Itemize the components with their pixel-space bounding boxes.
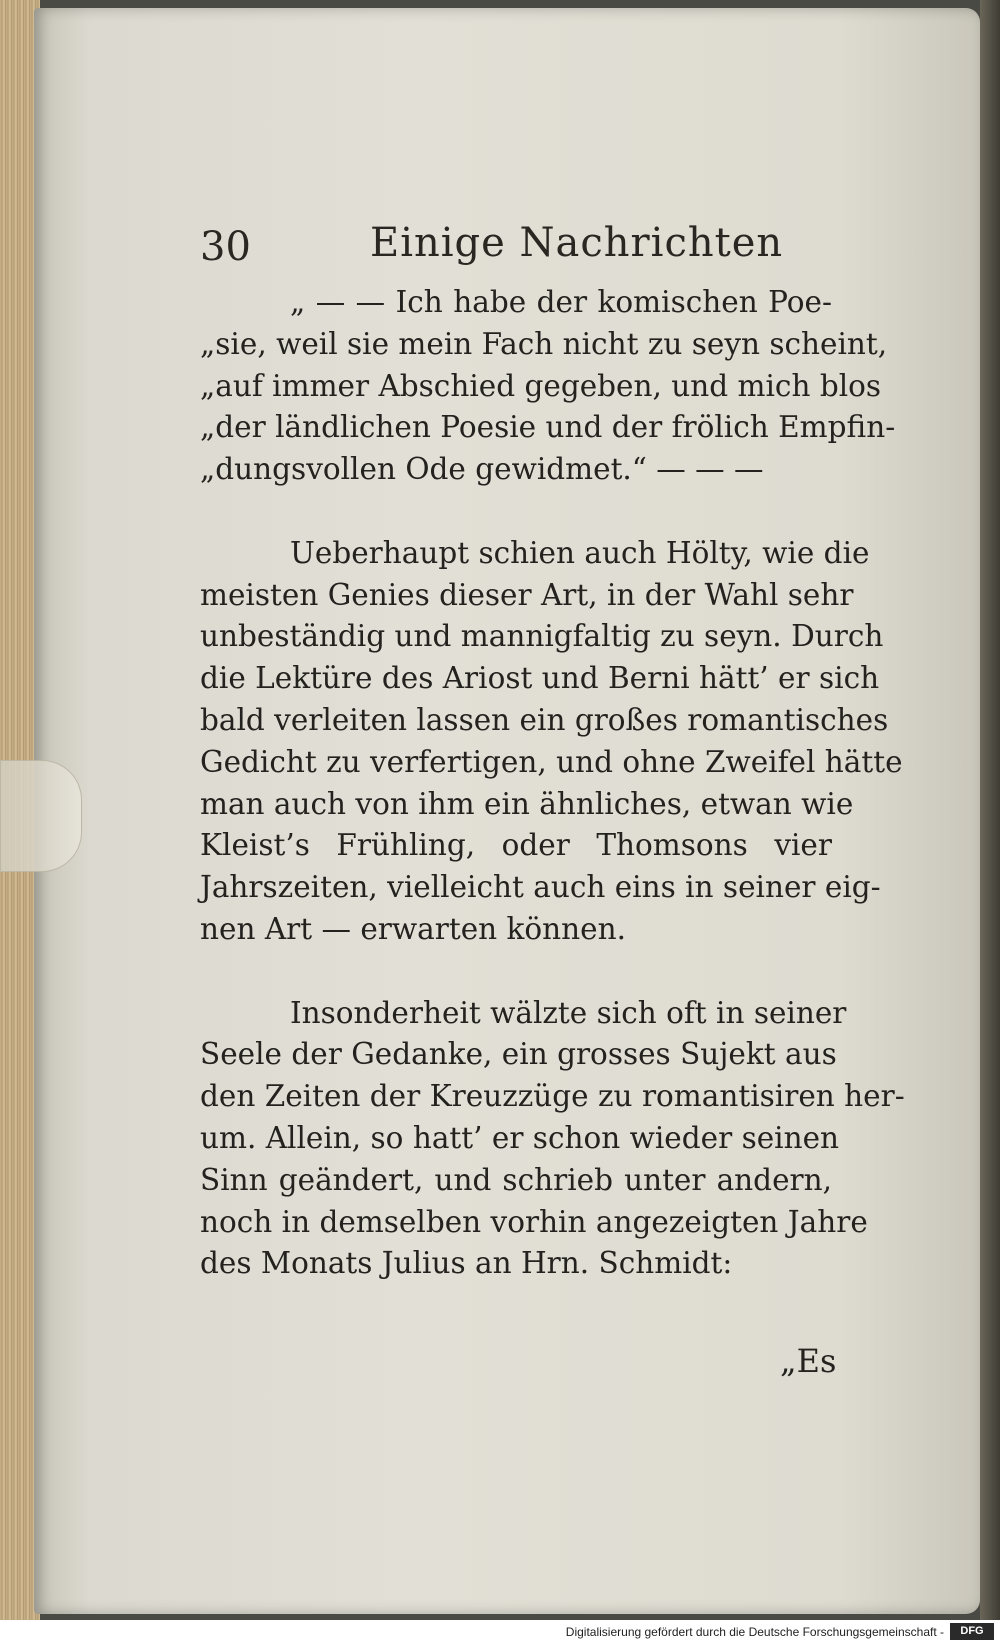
text-line: „sie, weil sie mein Fach nicht zu seyn scheint, [200,326,888,361]
text-line: nen Art — erwarten können. [200,911,627,946]
funding-credit: Digitalisierung gefördert durch die Deutsche Forschungsgemeinschaft - [565,1625,944,1639]
dfg-logo: DFG [950,1623,994,1640]
text-line: Gedicht zu verfertigen, und ohne Zweifel hätte [200,744,903,779]
page-clip [0,760,82,872]
text-line: Sinn geändert, und schrieb unter andern, [200,1162,832,1197]
book-cover-edge [980,0,1000,1620]
running-title: Einige Nachrichten [370,220,784,266]
text-line: „ — — Ich habe der komischen Poe- [290,285,832,319]
text-line: um. Allein, so hatt’ er schon wieder seinen [200,1120,840,1155]
text-line: die Lektüre des Ariost und Berni hätt’ er sich [200,661,880,696]
page-number: 30 [200,224,251,270]
page-header [200,216,860,276]
text-line: meisten Genies dieser Art, in der Wahl sehr [200,577,854,612]
text-line: des Monats Julius an Hrn. Schmidt: [200,1246,733,1281]
text-line: unbeständig und mannigfaltig zu seyn. Durch [200,619,884,654]
catchword: „Es [780,1342,837,1380]
text-line: man auch von ihm ein ähnliches, etwan wie [200,786,854,821]
text-line: noch in demselben vorhin angezeigten Jahre [200,1204,868,1239]
paragraph-gap [200,491,832,533]
text-line: „der ländlichen Poesie und der frölich Empfin- [200,410,896,445]
text-line: Ueberhaupt schien auch Hölty, wie die [290,535,870,570]
text-line: Seele der Gedanke, ein grosses Sujekt aus [200,1037,837,1072]
footer-bar [0,1620,1000,1645]
paragraph-gap [200,951,832,993]
text-line: bald verleiten lassen ein großes romantisches [200,702,889,737]
text-line: Jahrszeiten, vielleicht auch eins in seiner eig- [200,870,881,905]
text-line: „auf immer Abschied gegeben, und mich blos [200,368,882,403]
text-line: Kleist’s Frühling, oder Thomsons vier [200,828,832,863]
text-line: den Zeiten der Kreuzzüge zu romantisiren her- [200,1079,905,1114]
text-line: Insonderheit wälzte sich oft in seiner [290,995,847,1030]
body-text [200,282,905,1285]
text-line: „dungsvollen Ode gewidmet.“ — — — [200,452,764,487]
